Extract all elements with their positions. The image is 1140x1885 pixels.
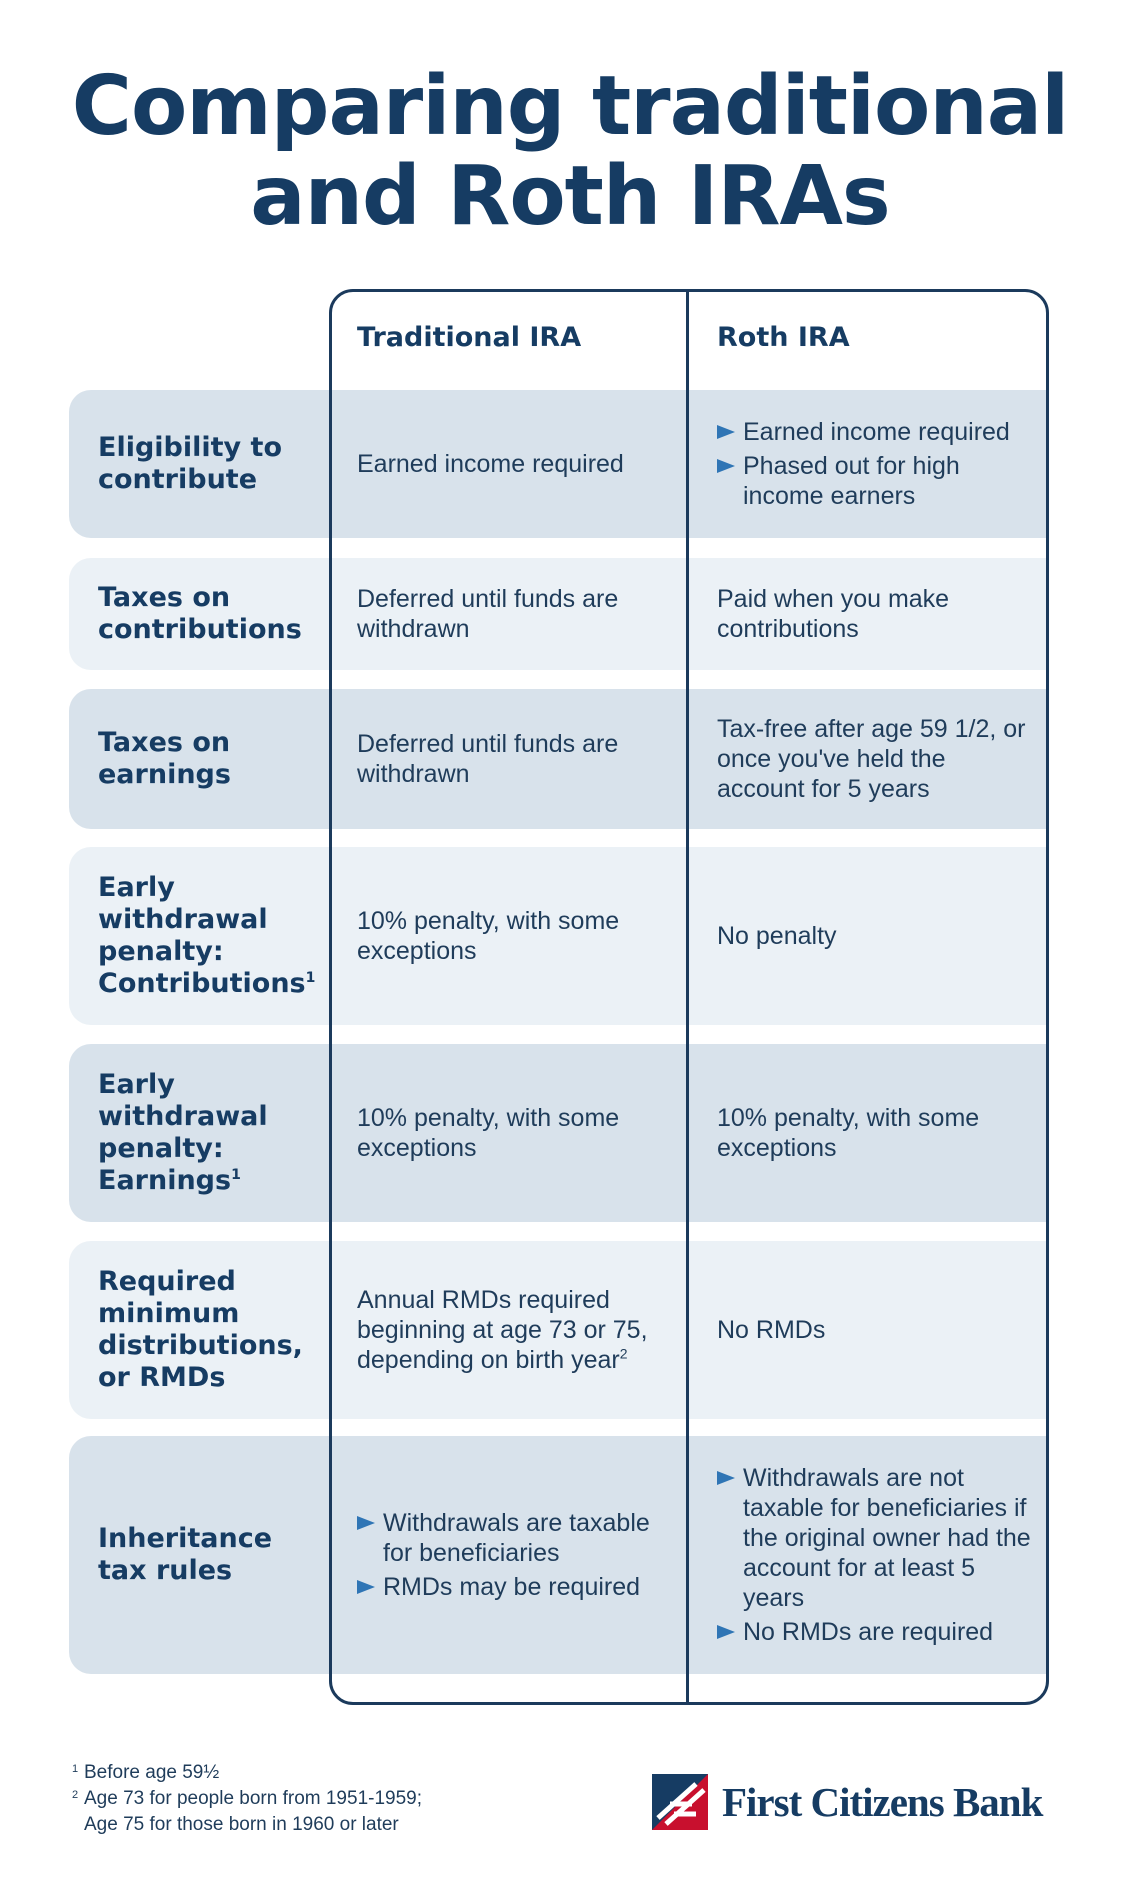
cell-traditional-early-earnings: 10% penalty, with some exceptions: [357, 1104, 620, 1162]
footnotes: [72, 1760, 422, 1838]
bullet-item: Withdrawals are taxable for beneficiaries: [357, 1508, 677, 1568]
bullet-arrow-icon: [357, 1580, 375, 1594]
footnote-1: 1 Before age 59½: [72, 1762, 220, 1783]
column-header-traditional: Traditional IRA: [357, 322, 582, 353]
first-citizens-logo: [652, 1772, 1052, 1832]
bullet-item: No RMDs are required: [717, 1617, 1037, 1647]
row-label-early-contributions: Early withdrawal penalty: Contributions$^1$: [98, 872, 316, 999]
bullet-arrow-icon: [717, 459, 735, 473]
page-title: [0, 59, 1140, 244]
footnote-2: 2 Age 73 for people born from 1951-1959; Age 75 for those born in 1960 or later: [72, 1788, 423, 1835]
cell-traditional-inheritance: [357, 1436, 677, 1674]
row-label-rmds: Required minimum distributions, or RMDs: [98, 1266, 303, 1393]
cell-roth-early-earnings: 10% penalty, with some exceptions: [717, 1104, 980, 1162]
row-label-eligibility: Eligibility to contribute: [98, 432, 282, 495]
column-header-roth: Roth IRA: [717, 322, 850, 353]
logo-text: First Citizens Bank: [722, 1779, 1043, 1825]
bullet-arrow-icon: [717, 1625, 735, 1639]
cell-traditional-rmds: Annual RMDs required beginning at age 73 or 75, depending on birth year$^2$: [357, 1286, 648, 1374]
cell-traditional-tax-earnings: Deferred until funds are withdrawn: [357, 730, 619, 788]
row-label-tax-contributions: Taxes on contributions: [98, 582, 302, 645]
cell-roth-inheritance: [717, 1436, 1037, 1674]
cell-roth-early-contributions: No penalty: [717, 922, 837, 950]
row-label-inheritance: Inheritance tax rules: [98, 1523, 273, 1586]
cell-roth-rmds: No RMDs: [717, 1316, 826, 1344]
cell-traditional-tax-contributions: Deferred until funds are withdrawn: [357, 585, 619, 643]
title-line-2: and Roth IRAs: [250, 149, 890, 244]
first-citizens-flag-icon: [652, 1774, 708, 1830]
bullet-item: Withdrawals are not taxable for beneficiaries if the original owner had the account for at least 5 years: [717, 1463, 1037, 1613]
row-label-tax-earnings: Taxes on earnings: [98, 727, 231, 790]
bullet-item: Earned income required: [717, 417, 1037, 447]
bullet-item: Phased out for high income earners: [717, 451, 1037, 511]
cell-roth-tax-earnings: Tax-free after age 59 1/2, or once you've held the account for 5 years: [717, 715, 1026, 803]
bullet-item: RMDs may be required: [357, 1572, 677, 1602]
cell-roth-tax-contributions: Paid when you make contributions: [717, 585, 950, 643]
bullet-arrow-icon: [357, 1516, 375, 1530]
column-divider: [686, 289, 689, 1705]
title-line-1: Comparing traditional: [71, 59, 1069, 154]
cell-traditional-early-contributions: 10% penalty, with some exceptions: [357, 907, 620, 965]
bullet-arrow-icon: [717, 425, 735, 439]
row-label-early-earnings: Early withdrawal penalty: Earnings$^1$: [98, 1069, 268, 1196]
cell-roth-eligibility: [717, 390, 1037, 538]
cell-traditional-eligibility: Earned income required: [357, 450, 624, 478]
bullet-arrow-icon: [717, 1471, 735, 1485]
